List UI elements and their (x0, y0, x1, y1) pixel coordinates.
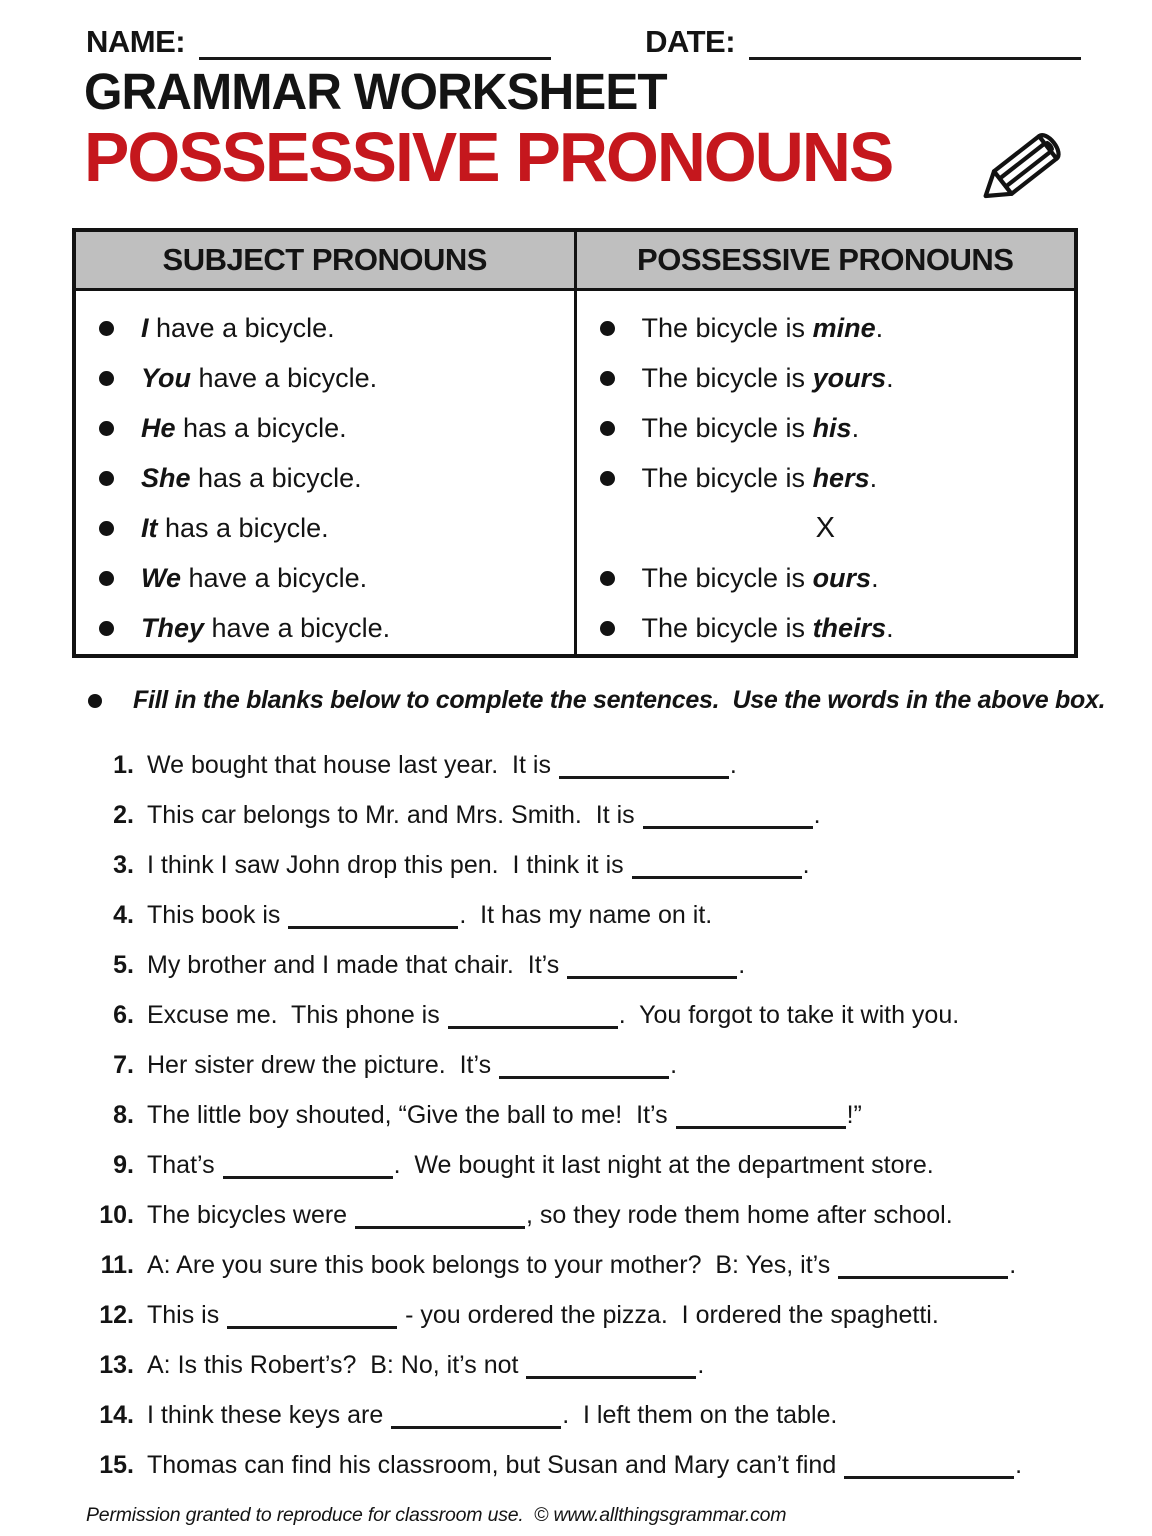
bullet-icon (600, 371, 615, 386)
row-text: The bicycle is (641, 562, 813, 593)
bullet-icon (600, 421, 615, 436)
table-row (76, 503, 574, 553)
question-text (147, 1351, 704, 1380)
answer-blank (448, 1004, 618, 1029)
question-number: 8. (113, 1100, 134, 1129)
page-title: POSSESSIVE PRONOUNS (84, 118, 893, 196)
date-blank-line (749, 24, 1081, 60)
question-item (92, 1190, 1102, 1240)
row-text: . (869, 462, 878, 493)
subject-pronouns-column (76, 291, 577, 654)
question-post: !” (846, 1100, 862, 1129)
question-number: 10. (99, 1200, 134, 1229)
question-post: , so they rode them home after school. (526, 1200, 953, 1229)
question-pre: Her sister drew the picture. It’s (147, 1050, 499, 1079)
question-pre: A: Are you sure this book belongs to your mother? B: Yes, it’s (147, 1250, 838, 1279)
answer-blank (526, 1354, 696, 1379)
pronoun-table (72, 228, 1078, 658)
question-post: . I left them on the table. (562, 1400, 838, 1429)
row-text: . (851, 412, 860, 443)
bullet-icon (99, 521, 114, 536)
subject-pronoun: He (141, 412, 176, 443)
question-pre: This book is (147, 900, 288, 929)
question-number: 2. (113, 800, 134, 829)
question-post: . We bought it last night at the department store. (393, 1150, 934, 1179)
question-number: 1. (113, 750, 134, 779)
question-item (92, 1140, 1102, 1190)
question-post: . (1009, 1250, 1017, 1279)
question-text (147, 1301, 939, 1330)
question-text (147, 1001, 959, 1030)
question-number: 14. (99, 1400, 134, 1429)
table-row-no-possessive (577, 503, 1075, 553)
question-post: . You forgot to take it with you. (618, 1000, 960, 1029)
question-text (147, 1451, 1022, 1480)
question-number: 7. (113, 1050, 134, 1079)
row-text: . (886, 362, 894, 393)
answer-blank (559, 754, 729, 779)
answer-blank (838, 1254, 1008, 1279)
question-item (92, 1340, 1102, 1390)
table-row (577, 303, 1075, 353)
question-text (147, 951, 745, 980)
name-label: NAME: (86, 24, 186, 59)
possessive-pronoun: ours (812, 562, 872, 593)
question-text (147, 1201, 953, 1230)
answer-blank (567, 954, 737, 979)
question-pre: This car belongs to Mr. and Mrs. Smith. It is (147, 800, 642, 829)
question-post: . (802, 850, 810, 879)
question-pre: The little boy shouted, “Give the ball to me! It’s (147, 1100, 675, 1129)
question-item (92, 940, 1102, 990)
table-row (577, 353, 1075, 403)
bullet-icon (600, 621, 615, 636)
name-blank-line (199, 24, 551, 60)
subject-pronoun: You (141, 362, 191, 393)
table-row (577, 453, 1075, 503)
question-text (147, 1051, 677, 1080)
question-item (92, 790, 1102, 840)
question-post: - you ordered the pizza. I ordered the spaghetti. (398, 1300, 939, 1329)
subject-pronouns-header: SUBJECT PRONOUNS (76, 232, 577, 288)
subject-pronoun: It (141, 512, 158, 543)
answer-blank (355, 1204, 525, 1229)
row-text: . (871, 562, 879, 593)
row-text: The bicycle is (641, 412, 813, 443)
possessive-pronoun: yours (812, 362, 887, 393)
question-text (147, 1151, 934, 1180)
subject-pronoun: She (141, 462, 191, 493)
table-row (76, 603, 574, 653)
question-item (92, 890, 1102, 940)
answer-blank (288, 904, 458, 929)
question-post: . (670, 1050, 678, 1079)
table-row (76, 453, 574, 503)
bullet-icon (600, 471, 615, 486)
question-pre: The bicycles were (147, 1200, 355, 1229)
pronoun-table-body (76, 291, 1074, 654)
answer-blank (844, 1454, 1014, 1479)
row-text: have a bicycle. (191, 362, 378, 393)
question-post: . (813, 800, 821, 829)
question-post: . It has my name on it. (459, 900, 713, 929)
row-text: have a bicycle. (181, 562, 368, 593)
table-row (76, 303, 574, 353)
answer-blank (223, 1154, 393, 1179)
question-number: 9. (113, 1150, 134, 1179)
answer-blank (643, 804, 813, 829)
question-item (92, 1390, 1102, 1440)
question-text (147, 1251, 1016, 1280)
row-text: have a bicycle. (148, 312, 335, 343)
question-pre: I think I saw John drop this pen. I think it is (147, 850, 631, 879)
bullet-icon (99, 571, 114, 586)
row-text: The bicycle is (641, 612, 813, 643)
question-item (92, 1240, 1102, 1290)
name-date-row (86, 24, 1084, 60)
question-number: 12. (99, 1300, 134, 1329)
bullet-icon (88, 694, 102, 708)
row-text: . (875, 312, 884, 343)
possessive-pronoun: mine (812, 312, 876, 343)
no-possessive-marker: X (815, 511, 835, 544)
question-pre: This is (147, 1300, 227, 1329)
question-number: 3. (113, 850, 134, 879)
row-text: The bicycle is (641, 362, 813, 393)
question-item (92, 990, 1102, 1040)
row-text: has a bicycle. (175, 412, 347, 443)
answer-blank (227, 1304, 397, 1329)
copyright-footer: Permission granted to reproduce for classroom use. © www.allthingsgrammar.com (86, 1504, 787, 1526)
question-list (92, 740, 1102, 1490)
question-text (147, 1101, 862, 1130)
subject-pronoun: I (141, 312, 149, 343)
possessive-pronoun: his (812, 412, 852, 443)
row-text: The bicycle is (641, 462, 813, 493)
bullet-icon (99, 621, 114, 636)
pronoun-table-header (76, 232, 1074, 291)
question-number: 4. (113, 900, 134, 929)
question-text (147, 901, 712, 930)
question-number: 11. (100, 1250, 134, 1279)
worksheet-subtitle: GRAMMAR WORKSHEET (84, 63, 667, 120)
table-row (76, 353, 574, 403)
answer-blank (676, 1104, 846, 1129)
question-pre: I think these keys are (147, 1400, 391, 1429)
row-text: have a bicycle. (204, 612, 391, 643)
row-text: . (886, 612, 894, 643)
bullet-icon (99, 471, 114, 486)
question-pre: We bought that house last year. It is (147, 750, 558, 779)
question-pre: A: Is this Robert’s? B: No, it’s not (147, 1350, 526, 1379)
question-post: . (729, 750, 737, 779)
bullet-icon (600, 321, 615, 336)
table-row (577, 403, 1075, 453)
possessive-pronoun: hers (812, 462, 870, 493)
possessive-pronoun: theirs (812, 612, 887, 643)
bullet-icon (99, 371, 114, 386)
question-number: 6. (113, 1000, 134, 1029)
row-text: has a bicycle. (190, 462, 362, 493)
bullet-icon (99, 421, 114, 436)
table-row (577, 553, 1075, 603)
question-text (147, 751, 737, 780)
question-post: . (697, 1350, 705, 1379)
question-pre: My brother and I made that chair. It’s (147, 950, 567, 979)
answer-blank (632, 854, 802, 879)
question-number: 15. (99, 1450, 134, 1479)
answer-blank (499, 1054, 669, 1079)
question-item (92, 740, 1102, 790)
pencil-icon (972, 124, 1076, 208)
date-label: DATE: (645, 24, 736, 59)
question-item (92, 1090, 1102, 1140)
bullet-icon (600, 571, 615, 586)
subject-pronoun: They (141, 612, 205, 643)
table-row (76, 403, 574, 453)
question-number: 13. (99, 1350, 134, 1379)
question-item (92, 1040, 1102, 1090)
table-row (577, 603, 1075, 653)
question-text (147, 851, 810, 880)
bullet-icon (99, 321, 114, 336)
question-post: . (1015, 1450, 1023, 1479)
possessive-pronouns-header: POSSESSIVE PRONOUNS (637, 242, 1014, 277)
question-text (147, 1401, 837, 1430)
possessive-pronouns-column (577, 291, 1075, 654)
question-item (92, 1290, 1102, 1340)
question-pre: That’s (147, 1150, 222, 1179)
question-item (92, 1440, 1102, 1490)
row-text: The bicycle is (641, 312, 813, 343)
instructions-line (88, 686, 1105, 715)
question-text (147, 801, 821, 830)
answer-blank (391, 1404, 561, 1429)
table-row (76, 553, 574, 603)
instructions-text: Fill in the blanks below to complete the sentences. Use the words in the above box. (133, 686, 1106, 714)
question-pre: Thomas can find his classroom, but Susan and Mary can’t find (147, 1450, 844, 1479)
question-post: . (738, 950, 746, 979)
question-number: 5. (113, 950, 134, 979)
question-pre: Excuse me. This phone is (147, 1000, 447, 1029)
question-item (92, 840, 1102, 890)
subject-pronoun: We (141, 562, 182, 593)
row-text: has a bicycle. (157, 512, 329, 543)
